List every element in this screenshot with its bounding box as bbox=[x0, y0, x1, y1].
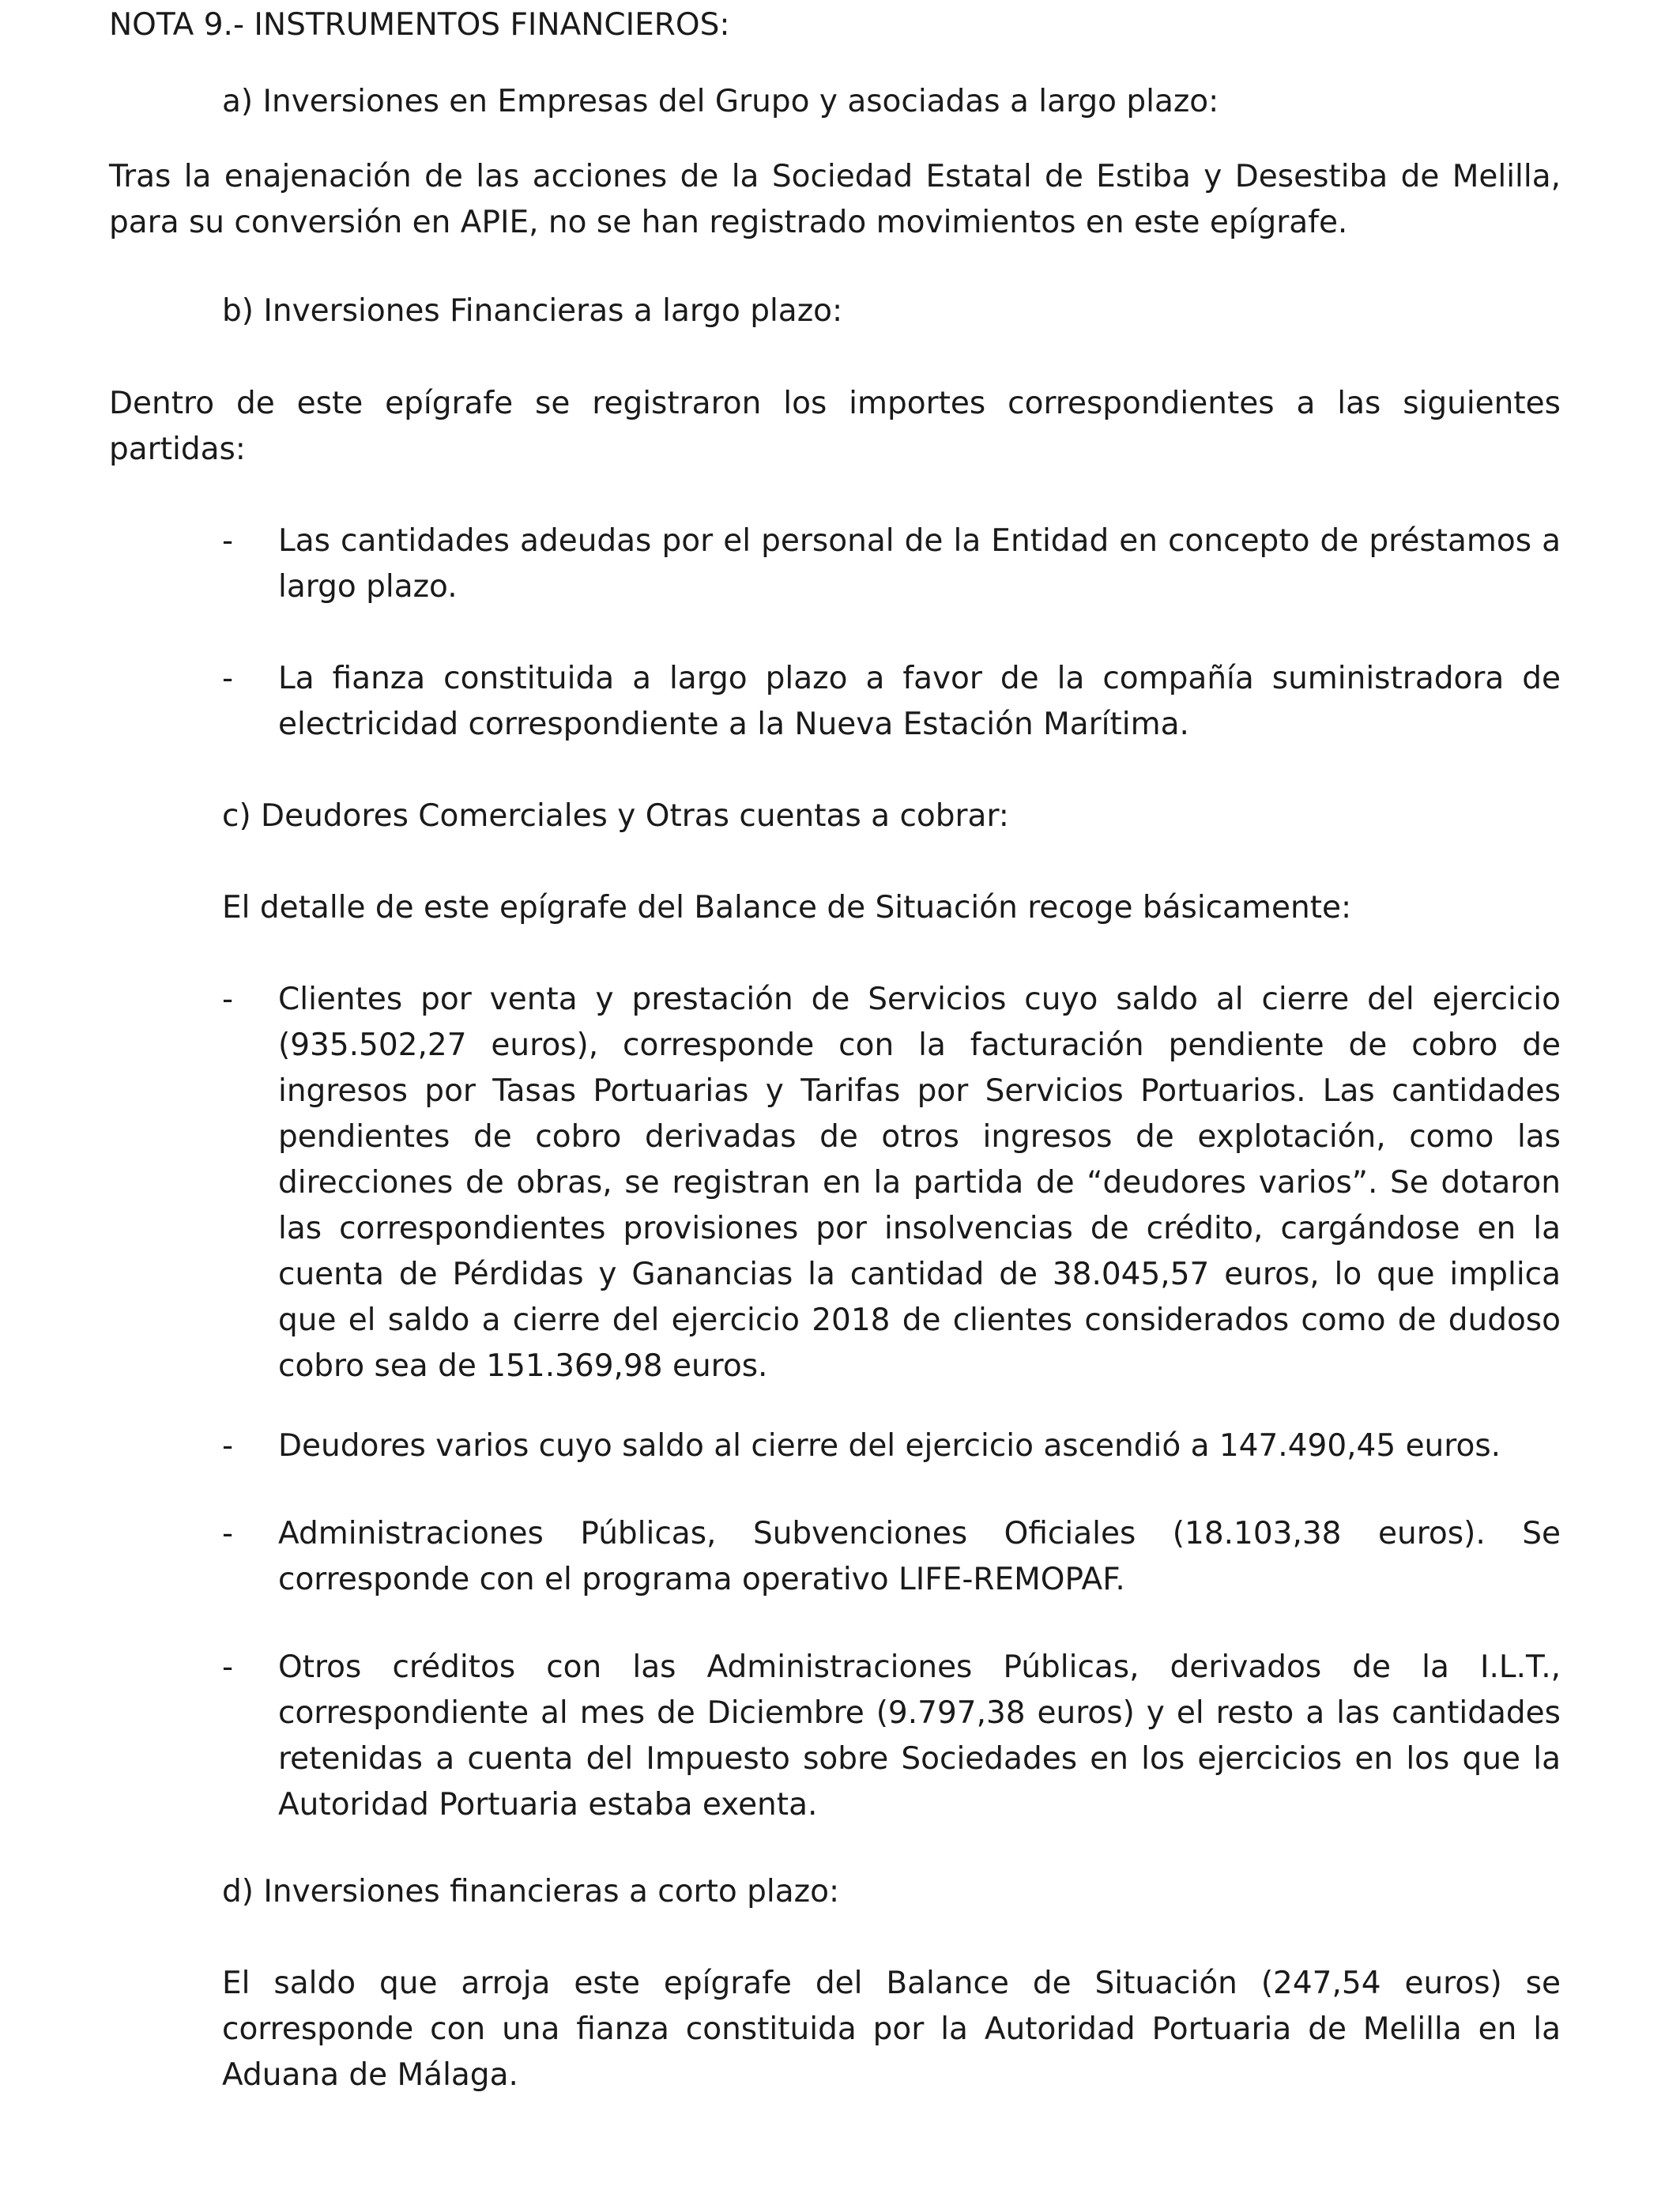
note-heading: NOTA 9.- INSTRUMENTOS FINANCIEROS: bbox=[109, 7, 730, 43]
section-d-body: El saldo que arroja este epígrafe del Balance de Situación (247,54 euros) se corresponde con una fianza constituida por la Autoridad Portuaria de Melilla en la Aduana de Málaga. bbox=[222, 1966, 1561, 2093]
section-c-intro: El detalle de este epígrafe del Balance de Situación recoge básicamente: bbox=[222, 890, 1352, 925]
list-item-dash: - bbox=[222, 1649, 234, 1685]
section-c-item-3: Administraciones Públicas, Subvenciones Oficiales (18.103,38 euros). Se corresponde con el programa operativo LIFE-REMOPAF. bbox=[278, 1516, 1561, 1597]
section-b-title: b) Inversiones Financieras a largo plazo: bbox=[222, 293, 843, 329]
list-item-dash: - bbox=[222, 982, 234, 1017]
section-c-item-2: Deudores varios cuyo saldo al cierre del ejercicio ascendió a 147.490,45 euros. bbox=[278, 1428, 1501, 1464]
list-item-dash: - bbox=[222, 661, 234, 696]
list-item-dash: - bbox=[222, 1516, 234, 1551]
list-item-dash: - bbox=[222, 1428, 234, 1464]
section-b-item-2: La fianza constituida a largo plazo a favor de la compañía suministradora de electricidad correspondiente a la Nueva Estación Marítima. bbox=[278, 661, 1561, 742]
section-d-title: d) Inversiones financieras a corto plazo: bbox=[222, 1874, 840, 1909]
section-a-body: Tras la enajenación de las acciones de la Sociedad Estatal de Estiba y Desestiba de Melilla, para su conversión en APIE, no se han registrado movimientos en este epígrafe. bbox=[109, 159, 1561, 240]
section-b-item-1: Las cantidades adeudas por el personal de la Entidad en concepto de préstamos a largo plazo. bbox=[278, 523, 1561, 605]
section-c-item-1: Clientes por venta y prestación de Servicios cuyo saldo al cierre del ejercicio (935.502,27 euros), corresponde con la facturación pendiente de cobro de ingresos por Tasas Portuarias y Tarifas por Servicios Portuarios. Las cantidades pendientes de cobro derivadas de otros ingresos de explotación, como las direcciones de obras, se registran en la partida de “deudores varios”. Se dotaron las correspondientes provisiones por insolvencias de crédito, cargándose en la cuenta de Pérdidas y Ganancias la cantidad de 38.045,57 euros, lo que implica que el saldo a cierre del ejercicio 2018 de clientes considerados como de dudoso cobro sea de 151.369,98 euros. bbox=[278, 982, 1561, 1384]
section-c-title: c) Deudores Comerciales y Otras cuentas a cobrar: bbox=[222, 798, 1009, 834]
section-a-title: a) Inversiones en Empresas del Grupo y asociadas a largo plazo: bbox=[222, 84, 1219, 119]
section-c-item-4: Otros créditos con las Administraciones Públicas, derivados de la I.L.T., correspondiente al mes de Diciembre (9.797,38 euros) y el resto a las cantidades retenidas a cuenta del Impuesto sobre Sociedades en los ejercicios en los que la Autoridad Portuaria estaba exenta. bbox=[278, 1649, 1561, 1823]
section-b-intro: Dentro de este epígrafe se registraron los importes correspondientes a las siguientes partidas: bbox=[109, 386, 1561, 467]
list-item-dash: - bbox=[222, 523, 234, 559]
